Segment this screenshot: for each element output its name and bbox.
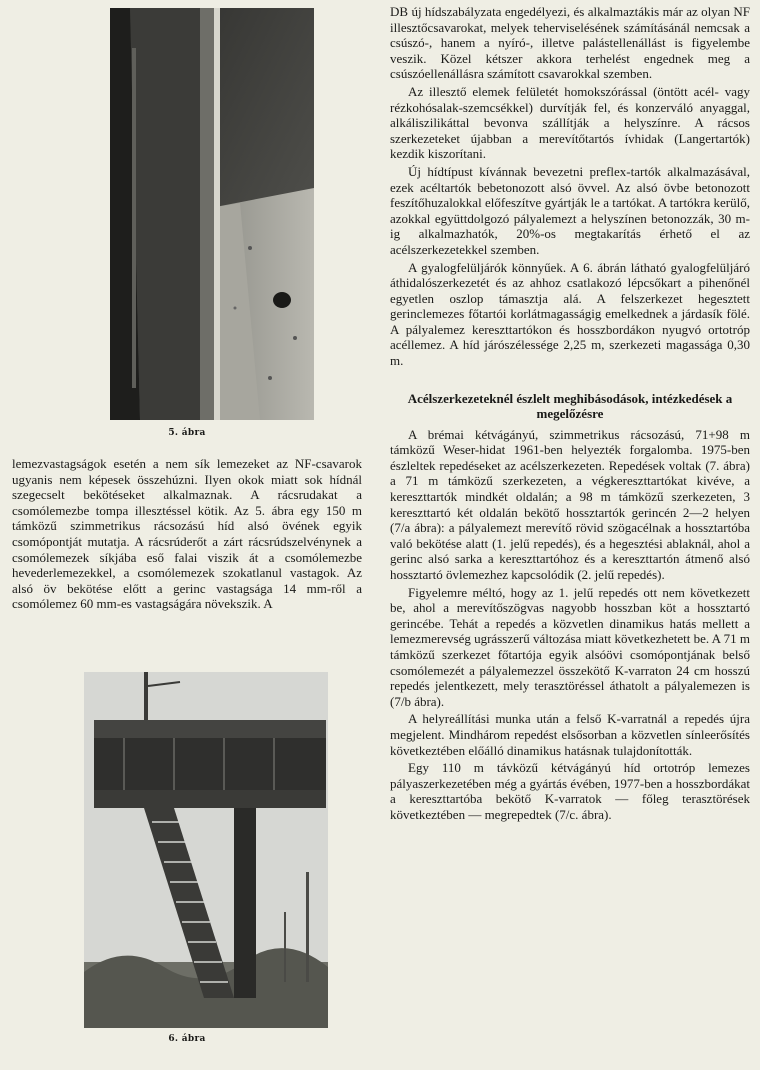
right-paragraph-7: A helyreállítási munka után a felső K-varratnál a repedés újra megjelent. Mindhárom repedést elsősorban a közvetlen sínleerősítés következtében előálló dinamikus hatásnak tulajdonították. [390, 711, 750, 758]
bridge-node-photo-image [110, 8, 314, 420]
right-paragraph-8: Egy 110 m távközű kétvágányú híd ortotróp lemezes pályaszerkezetében még a gyártás évében, 1977-ben a hosszbordákat a kereszttartóba bekötő K-varratok — főleg terasztörések következtében — megrepedtek (7/c. ábra). [390, 760, 750, 822]
right-paragraph-1: DB új hídszabályzata engedélyezi, és alkalmaztákis már az olyan NF illesztőcsavarokat, melyek teherviselésének számításánál nemcsak a csúszó-, hanem a nyíró-, illetve palástellenállást is figyelembe veszik. Közel kétszer akkora terhelést engednek meg a csúszóellenállásra számított csavarokkal szemben. [390, 4, 750, 82]
section-heading: Acélszerkezeteknél észlelt meghibásodások, intézkedések a megelőzésre [407, 390, 733, 421]
right-paragraph-2: Az illesztő elemek felületét homokszórással (öntött acél- vagy rézkohósalak-szemcsékkel) durvítják fel, és konzerváló anyaggal, alkáliszilikáttal bevonva szállítják a helyszínre. A rácsos szerkezeteket újabban a merevítőtartós ívhidak (Langertartók) kezdik kiszorítani. [390, 83, 750, 162]
footbridge-photo-image [84, 672, 328, 1028]
right-paragraph-5: A brémai kétvágányú, szimmetrikus rácsozású, 71+98 m támközű Weser-hidat 1961-ben helyezték forgalomba. 1975-ben észleltek repedéseket az acélszerkezeten. Repedések voltak (7. ábra) a 71 m támközű szerkezeten, a végkereszttartókat kivéve, a kereszttartók mindkét oldalán; a 98 m támközű szerkezeten, 3 kereszttartó két oldalán bekötő hossztartók gerincén 2—2 helyen (7/a ábra): a pályalemezt merevítő rövid szögacélnak a hossztartóba való bekötése alatt (1. jelű repedés), és a hegesztési ablaknál, ahol a gerinc alsó sarka a kereszttartóhoz és a kereszttartón átmenő alsó hossztartó övlemezhez kapcsolódik (2. jelű repedés). [390, 426, 750, 582]
figure-6-photo [84, 672, 328, 1028]
right-paragraph-3: Új hídtípust kívánnak bevezetni preflex-tartók alkalmazásával, ezek acéltartók bebetonozott alsó övvel. Az alsó övbe betonozott feszítőhuzalokkal előfeszítve gyártják le a tartókat. A tartókra kerülő, azokkal együttdolgozó pályalemezt a helyszínen betonozzák, 30 m-ig alkalmazhatók, 20%-os megtakarítás érhető el az acélszerkezetekkel szemben. [390, 163, 750, 257]
left-column [12, 8, 362, 1044]
left-column-paragraph: lemezvastagságok esetén a nem sík lemezeket az NF-csavarok ugyanis nem képesek összehúzni. Ilyen okok miatt sok hídnál szegecselt bekötéseket alkalmaznak. A rácsrudakat a csomólemezbe tompa illesztéssel kötik. Az 5. ábra egy 150 m támközű szimmetrikus rácsozású híd alsó övének egyik csomópontját mutatja. A rácsrúderőt a zárt rácsrúdszelvénynek a csomólemezek síkjába eső falai viszik át a csomólemezbe hevederlemezekkel, a csomólemezek szokatlanul vastagok. Az alsó öv bekötése előtt a gerinc vastagsága 14 mm-ről a csomólemez 60 mm-es vastagságára növekszik. A [12, 456, 362, 612]
right-paragraph-4: A gyalogfelüljárók könnyűek. A 6. ábrán látható gyalogfelüljáró áthidalószerkezetét és az ahhoz csatlakozó lépcsőkart a pihenőnél egyetlen oszlop támasztja alá. A felszerkezet hegesztett gerinclemezes főtartói korlátmagasságig emelkednek a járdasík fölé. A pályalemez kereszttartókon és hosszbordákon nyugvó ortotróp acéllemez. A híd járószélessége 2,25 m, szerkezeti magassága 0,30 m. [390, 259, 750, 369]
right-column [390, 4, 750, 825]
right-paragraph-6: Figyelemre méltó, hogy az 1. jelű repedés ott nem következett be, ahol a merevítőszögvas nagyobb hosszban köt a hossztartó gerincébe. Tehát a repedés a közvetlen dinamikus hatás mellett a lemezmerevség ugrásszerű változása miatt következhetett be. A 71 m támközű szerkezet főtartója egyik alsóövi csomópontjának belső csomólemezét a pályalemezzel összekötő K-varraton 24 cm hosszú repedés jelentkezett, mely terasztöréssel áthatolt a pályalemezen is (7/b ábra). [390, 584, 750, 709]
figure-6-caption: 6. ábra [168, 1033, 206, 1044]
figure-5-caption: 5. ábra [168, 428, 206, 438]
figure-5-photo [110, 8, 314, 420]
